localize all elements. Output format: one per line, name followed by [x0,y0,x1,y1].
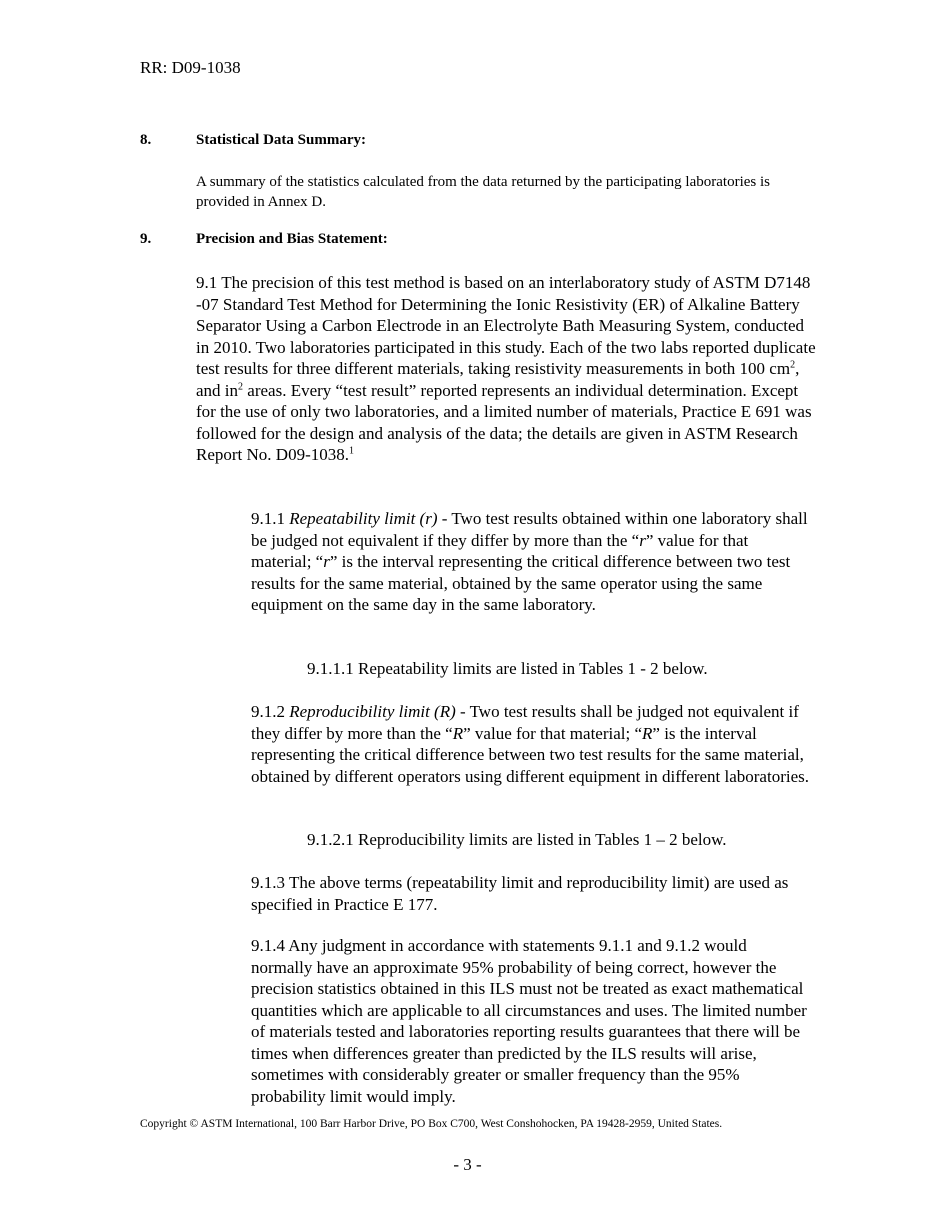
p91-text-b: , and in [196,359,800,400]
p912-text-b: ” value for that material; “ [463,723,643,743]
p91-superscript-1: 2 [790,359,796,371]
page-number: - 3 - [453,1155,482,1174]
p91-superscript-2: 2 [238,380,244,392]
p911-r2: r [323,552,330,571]
section-9-title: Precision and Bias Statement: [196,231,388,247]
report-id-header: RR: D09-1038 [140,58,241,77]
p911-text-b: ” value for that material; “ [251,530,749,571]
paragraph-9-1-2-1: 9.1.2.1 Reproducibility limits are listed in Tables 1 – 2 below. [307,830,727,849]
paragraph-9-1-2 [251,701,811,787]
p912-lead: 9.1.2 [251,702,290,721]
p91-footnote-mark: 1 [348,445,354,457]
p911-text-c: ” is the interval representing the critical difference between two test results for the same material, obtained by the same operator using the same equipment on the same day in the same laboratory. [251,552,791,614]
paragraph-9-1-4: 9.1.4 Any judgment in accordance with statements 9.1.1 and 9.1.2 would normally have an approximate 95% probability of being correct, however the precision statistics obtained in this ILS must not be treated as exact mathematical quantities which are applicable to all circumstances and uses. The limited number of materials tested and laboratories reporting results guarantees that there will be times when differences greater than predicted by the ILS results will arise, sometimes with considerably greater or smaller frequency than the 95% probability limit would imply. [251,936,807,1106]
section-8-title: Statistical Data Summary: [196,132,366,148]
p91-text-a: 9.1 The precision of this test method is based on an interlaboratory study of ASTM D7148 -07 Standard Test Method for Determining the Ionic Resistivity (ER) of Alkaline Battery Separator Using a Carbon Electrode in an Electrolyte Bath Measuring System, conducted in 2010. Two laboratories participated in this study. Each of the two labs reported duplicate test results for three different materials, taking resistivity measurements in both 100 cm [196,273,816,378]
section-9-number: 9. [140,231,152,247]
p911-lead: 9.1.1 [251,509,290,528]
paragraph-9-1-1-1: 9.1.1.1 Repeatability limits are listed in Tables 1 - 2 below. [307,659,708,678]
p912-text-c: ” is the interval representing the critical difference between two test results for the same material, obtained by different operators using different equipment in different laboratories. [251,723,809,786]
paragraph-9-1-3: 9.1.3 The above terms (repeatability limit and reproducibility limit) are used as specified in Practice E 177. [251,873,789,914]
p91-text-c: areas. Every “test result” reported represents an individual determination. Except for the use of only two laboratories, and a limited number of materials, Practice E 691 was followed for the design and analysis of the data; the details are given in ASTM Research Report No. D09-1038. [196,380,812,464]
p912-R1: R [452,723,464,743]
paragraph-9-1 [196,272,816,466]
p911-term: Repeatability limit (r) [289,509,438,528]
p912-R2: R [642,723,653,743]
copyright-footer: Copyright © ASTM International, 100 Barr Harbor Drive, PO Box C700, West Conshohocken, PA 19428-2959, United States. [140,1118,723,1130]
p911-text-a: - Two test results obtained within one laboratory shall be judged not equivalent if they differ by more than the “ [251,509,808,550]
section-8-text: A summary of the statistics calculated from the data returned by the participating laboratories is provided in Annex D. [196,174,770,210]
p911-r1: r [639,530,646,550]
p912-term: Reproducibility limit (R) [289,702,456,721]
paragraph-9-1-1 [251,508,811,616]
section-8-number: 8. [140,132,152,148]
p912-text-a: - Two test results shall be judged not equivalent if they differ by more than the “ [251,702,799,743]
